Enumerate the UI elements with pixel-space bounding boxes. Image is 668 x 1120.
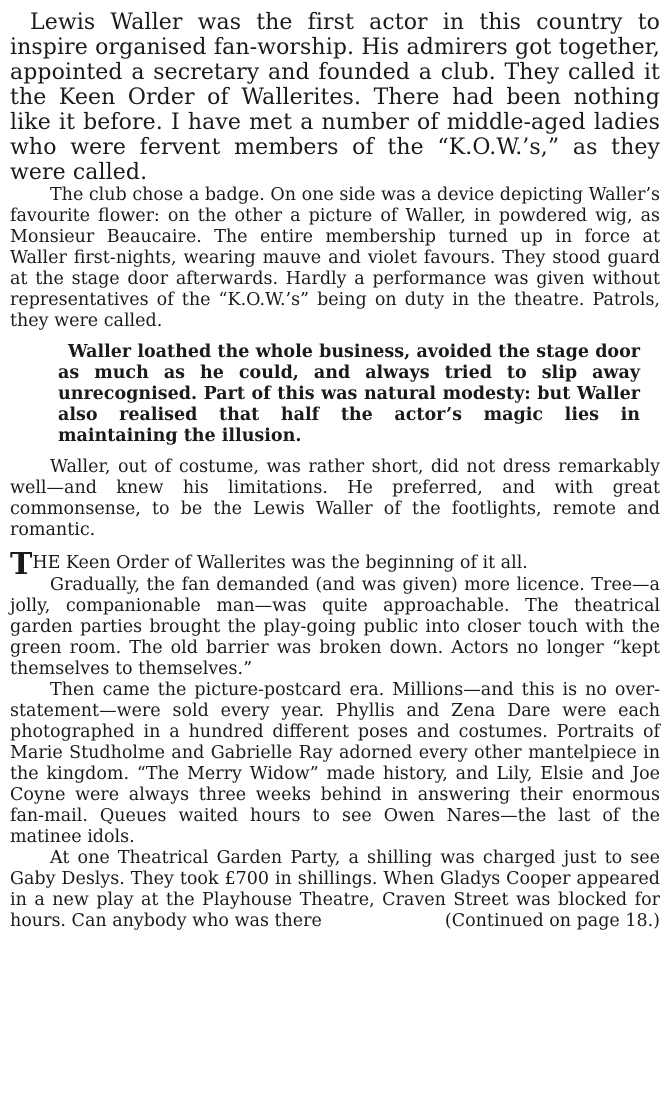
section-opening-text: HE Keen Order of Wallerites was the beginning of it all. (32, 553, 528, 573)
lead-paragraph: Lewis Waller was the first actor in this country to inspire organised fan-worship. His admirers got together, appointed a secretary and founded a club. They called it the Keen Order of Wallerites. There had been nothing like it before. I have met a number of middle-aged ladies who were fervent members of the “K.O.W.’s,” as they were called. (10, 10, 660, 185)
body-paragraph: Waller, out of costume, was rather short, did not dress remarkably well—and knew his limitations. He preferred, and with great commonsense, to be the Lewis Waller of the footlights, remote and romantic. (10, 457, 660, 540)
body-paragraph: The club chose a badge. On one side was a device depicting Waller’s favourite flower: on the other a picture of Waller, in powdered wig, as Monsieur Beaucaire. The entire membership turned up in force at Waller first-nights, wearing mauve and violet favours. They stood guard at the stage door afterwards. Hardly a performance was given without representatives of the “K.O.W.’s” being on duty in the theatre. Patrols, they were called. (10, 185, 660, 331)
section-opening-paragraph (10, 547, 660, 582)
body-paragraph: Then came the picture-postcard era. Millions—and this is no over-statement—were sold every year. Phyllis and Zena Dare were each photographed in a hundred different poses and costumes. Portraits of Marie Studholme and Gabrielle Ray adorned every other mantelpiece in the kingdom. “The Merry Widow” made history, and Lily, Elsie and Joe Coyne were always three weeks behind in answering their enormous fan-mail. Queues waited hours to see Owen Nares—the last of the matinee idols. (10, 680, 660, 847)
body-paragraph: Gradually, the fan demanded (and was given) more licence. Tree—a jolly, companionable man—was quite approachable. The theatrical garden parties brought the play-going public into closer touch with the green room. The old barrier was broken down. Actors no longer “kept themselves to themselves.” (10, 575, 660, 679)
continued-notice: (Continued on page 18.) (444, 911, 660, 931)
final-paragraph-text: At one Theatrical Garden Party, a shilling was charged just to see Gaby Deslys. They took £700 in shillings. When Gladys Cooper appeared in a new play at the Playhouse Theatre, Craven Street was blocked for hours. Can anybody who was there (10, 848, 660, 931)
drop-cap: T (10, 547, 33, 582)
body-paragraph-final (10, 848, 660, 932)
pull-quote: Waller loathed the whole business, avoided the stage door as much as he could, and always tried to slip away unrecognised. Part of this was natural modesty: but Waller also realised that half the actor’s magic lies in maintaining the illusion. (58, 342, 640, 446)
